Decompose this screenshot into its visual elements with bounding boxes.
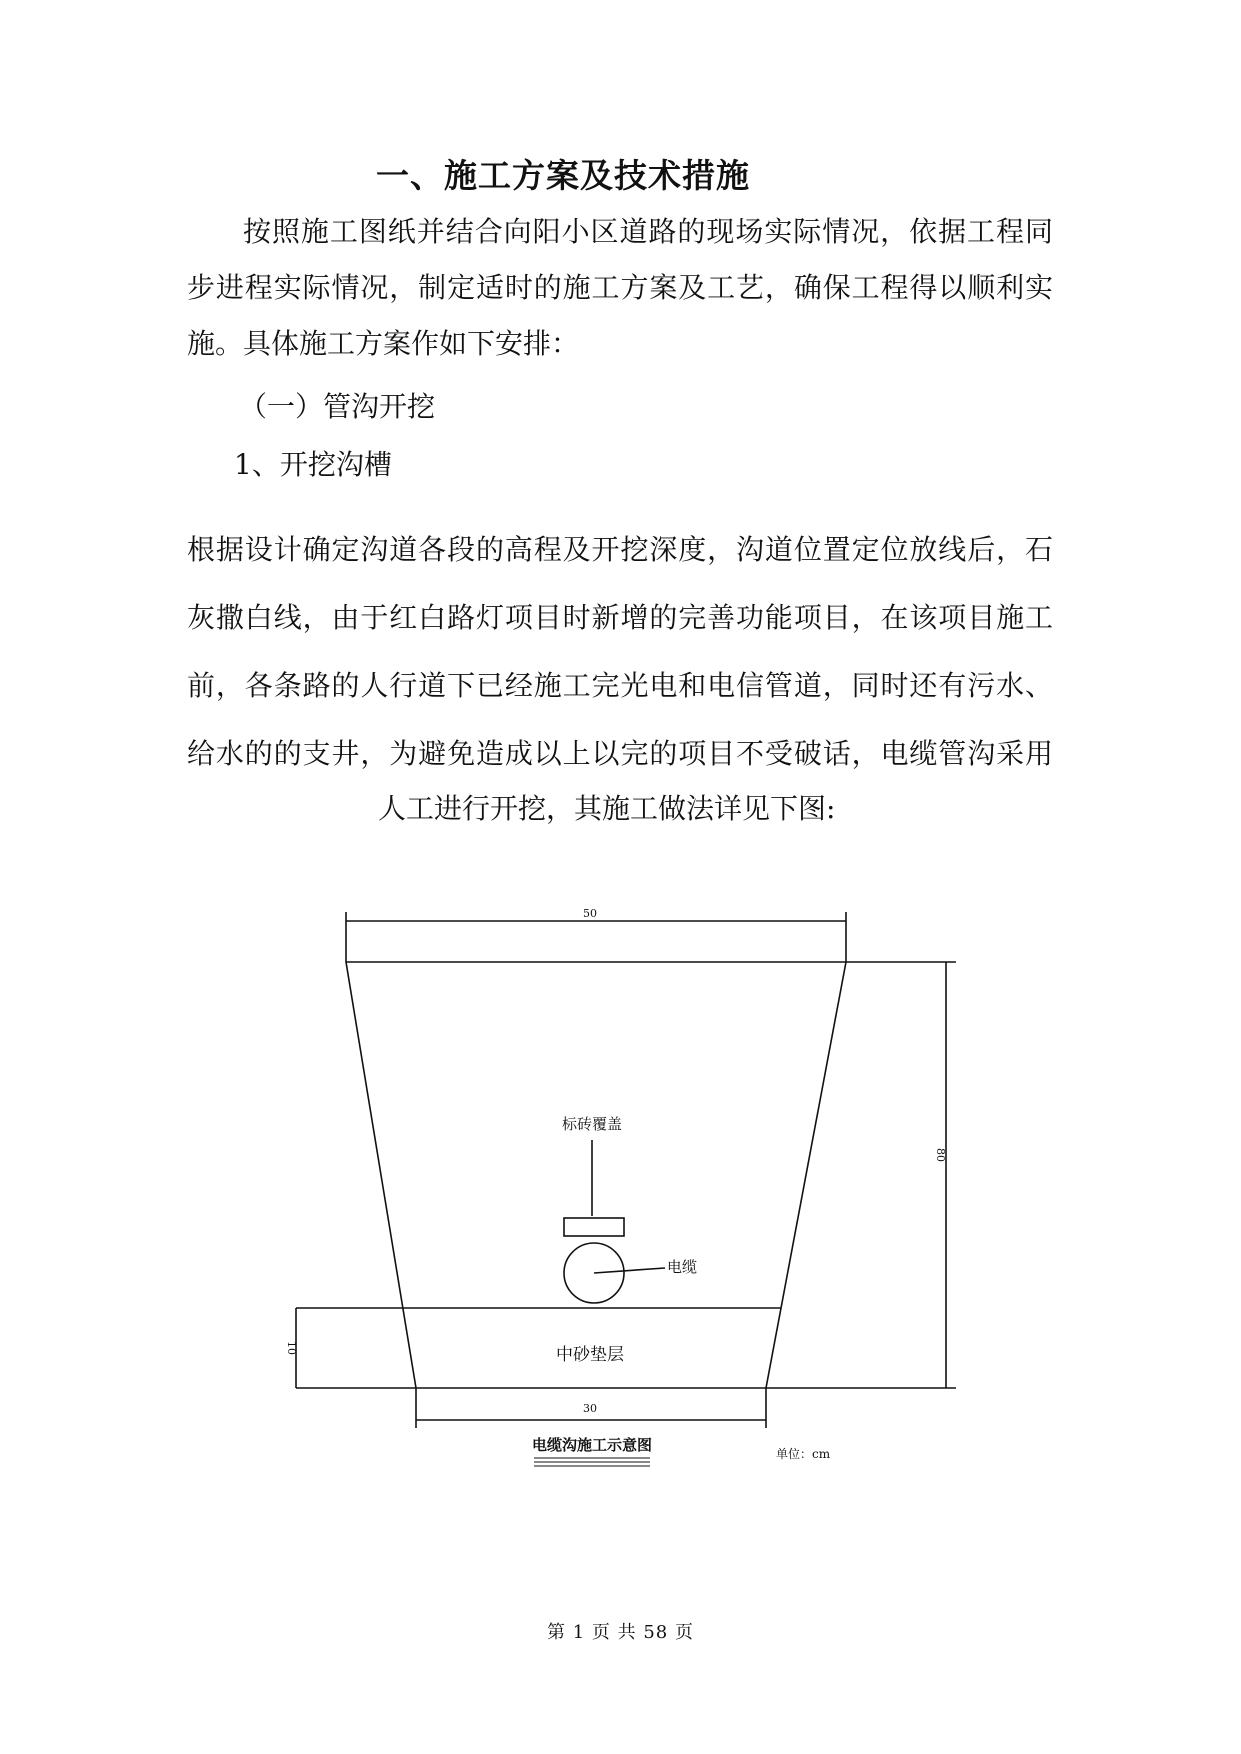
intro-paragraph: 按照施工图纸并结合向阳小区道路的现场实际情况，依据工程同步进程实际情况，制定适时的施工方案及工艺，确保工程得以顺利实施。具体施工方案作如下安排： <box>187 215 1053 360</box>
trench-depth-label: 80 <box>934 1148 947 1162</box>
cable-label: 电缆 <box>667 1258 698 1276</box>
trench-left-wall <box>346 962 416 1388</box>
bottom-width-label: 30 <box>583 1402 597 1415</box>
unit-label: 单位：cm <box>776 1447 831 1461</box>
cable-leader-line <box>594 1268 665 1273</box>
body-paragraph-last-line: 人工进行开挖，其施工做法详见下图: <box>378 792 836 825</box>
item-heading: 1、开挖沟槽 <box>234 448 392 481</box>
trench-right-wall <box>766 962 846 1388</box>
body-paragraph: 根据设计确定沟道各段的高程及开挖深度，沟道位置定位放线后，石灰撒白线，由于红白路灯项目时新增的完善功能项目，在该项目施工前，各条路的人行道下已经施工完光电和电信管道，同时还有污水、给水的的支井，为避免造成以上以完的项目不受破话，电缆管沟采用 <box>187 533 1053 770</box>
bedding-depth-label: 10 <box>285 1341 298 1355</box>
diagram-caption: 电缆沟施工示意图 <box>531 1436 653 1454</box>
brick-cover-shape <box>564 1218 624 1236</box>
bedding-layer-label: 中砂垫层 <box>556 1345 624 1365</box>
page-footer: 第 1 页 共 58 页 <box>547 1622 694 1643</box>
page-title: 一、施工方案及技术措施 <box>376 156 750 195</box>
top-width-label: 50 <box>583 907 597 920</box>
brick-cover-label: 标砖覆盖 <box>561 1115 623 1133</box>
section-heading: （一）管沟开挖 <box>239 390 436 423</box>
